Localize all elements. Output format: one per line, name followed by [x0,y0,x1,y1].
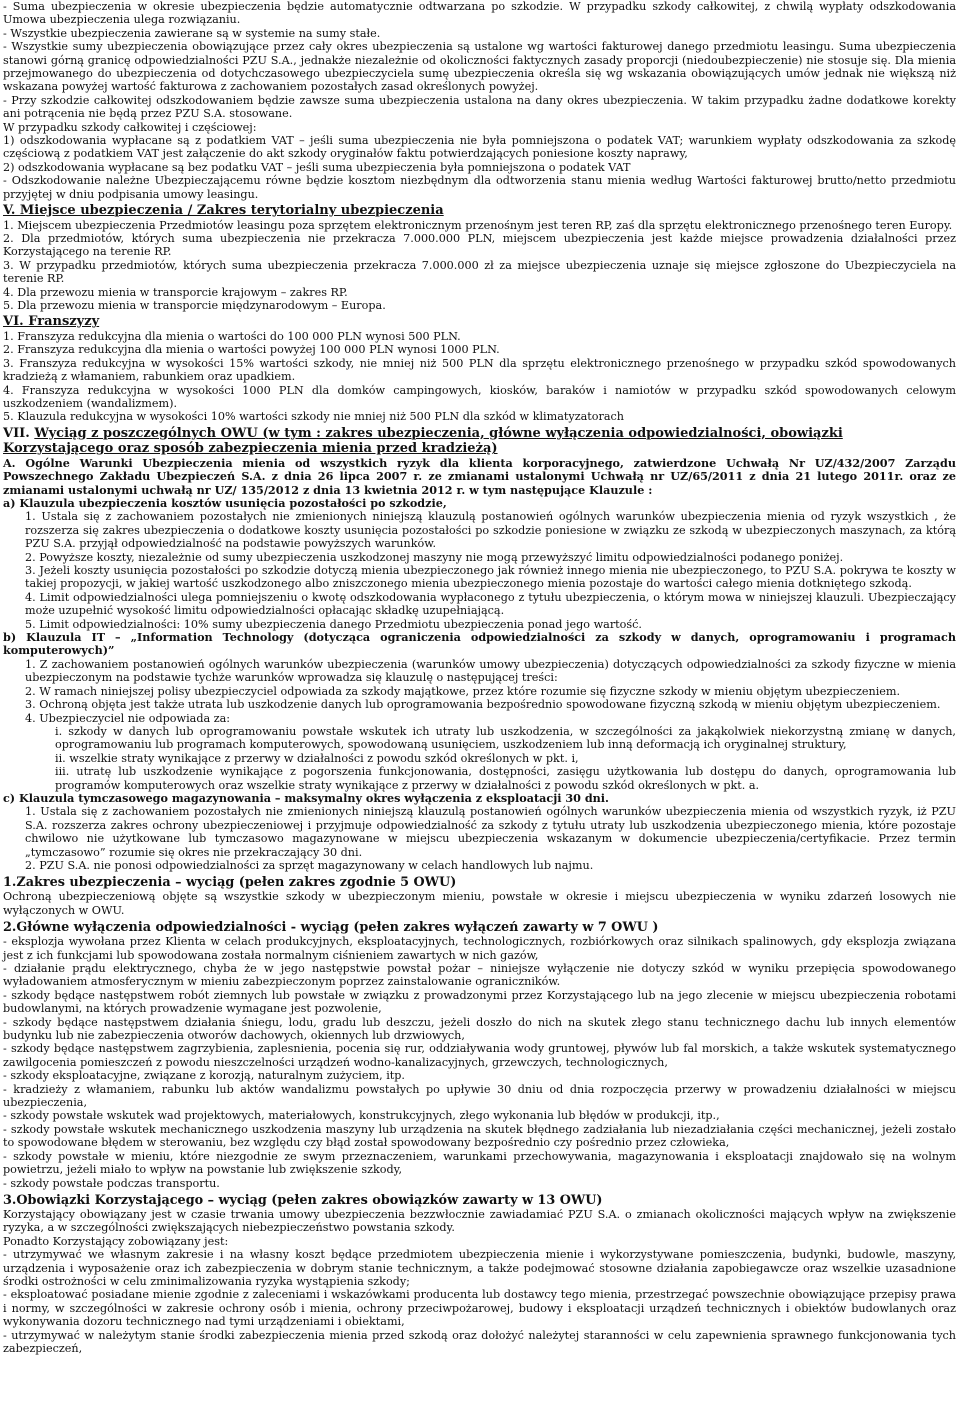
list-item: - szkody powstałe podczas transportu. [3,1176,220,1190]
list-item: - szkody będące następstwem robót ziemnych lub powstałe w związku z prowadzonymi przez Korzystającego lub na jego zlecenie w miejscu ubezpieczenia robotami budowlanymi, na których prowadzenie wymagane jest pozwolenie, [3,988,956,1016]
list-item: 2. Franszyza redukcyjna dla mienia o wartości powyżej 100 000 PLN wynosi 1000 PLN. [3,343,500,357]
paragraph: 1) odszkodowania wypłacane są z podatkiem VAT – jeśli suma ubezpieczenia nie była pomniejszona o podatek VAT; warunkiem wypłaty odszkodowania za szkodę częściową z podatkiem VAT jest załączenie do akt szkody oryginałów faktu potwierdzających poniesione koszty naprawy, [3,134,956,161]
section-heading-vi [3,314,956,330]
list-item: - działanie prądu elektrycznego, chyba że w jego następstwie powstał pożar – niniejsze wyłączenie nie dotyczy szkód w wyniku przepięcia spowodowanego wyładowaniem atmosferycznym w mieniu zabezpieczonym poprzez zainstalowanie ograniczników. [3,962,956,989]
paragraph: W przypadku szkody całkowitej i częściowej: [3,120,257,134]
clause-item: 3. Jeżeli koszty usunięcia pozostałości po szkodzie dotyczą mienia ubezpieczonego jak również innego mienia nie ubezpieczonego, to PZU S.A. pokrywa te koszty w takiej propozycji, w jakiej wartość uszkodzonego albo zniszczonego mienia ubezpieczonego mienia pozostaje do wartości całego mienia dotkniętego szkodą. [25,564,956,591]
section-heading-vi-text: VI. Franszyzy [3,314,100,330]
list-item: - szkody powstałe wskutek mechanicznego uszkodzenia maszyny lub urządzenia na skutek błędnego zadziałania lub niezadziałania części mechanicznej, jeżeli zostało to spowodowane błędem w sterowaniu, bez względu czy błąd został spowodowany bezpośrednio czy pośrednio przez człowieka, [3,1122,956,1150]
list-item: 3. W przypadku przedmiotów, których suma ubezpieczenia przekracza 7.000.000 zł za miejsce ubezpieczenia uznaje się miejsce zgłoszone do Ubezpieczyciela na terenie RP. [3,258,956,286]
list-item: - szkody eksploatacyjne, związane z korozją, naturalnym zużyciem, itp. [3,1069,405,1083]
list-item: - eksploatować posiadane mienie zgodnie z zaleceniami i wskazówkami producenta lub dostawcy tego mienia, przestrzegać powszechnie obowiązujące przepisy prawa i normy, w szczególności w zakresie ochrony osób i mienia, ochrony przeciwpożarowej, budowy i eksploatacji urządzeń technicznych i obiektów budowlanych oraz wykonywania dozoru technicznego nad tymi urządzeniami i obiektami, [3,1288,956,1329]
section-heading-v-text: V. Miejsce ubezpieczenia / Zakres terytorialny ubezpieczenia [3,203,444,219]
clause-subitem: i. szkody w danych lub oprogramowaniu powstałe wskutek ich utraty lub uszkodzenia, w szczególności za jakąkolwiek niekorzystną zmianę w danych, oprogramowaniu lub programach komputerowych, spowodowaną usunięciem, uszkodzeniem lub inną deformacją ich oryginalnej struktury, [55,724,956,752]
section-heading-vii-text: Wyciąg z poszczególnych OWU (w tym : zakres ubezpieczenia, główne wyłączenia odpowiedzialności, obowiązki Korzystającego oraz sposób zabezpieczenia mienia przed kradzieżą) [3,425,843,457]
clause-item: 3. Ochroną objęta jest także utrata lub uszkodzenie danych lub oprogramowania bezpośrednio spowodowane fizyczną szkodą w mieniu objętym ubezpieczeniem. [25,698,941,712]
list-item: 2. Dla przedmiotów, których suma ubezpieczenia nie przekracza 7.000.000 PLN, miejscem ubezpieczenia jest każde miejsce prowadzenia działalności przez Korzystającego na terenie RP. [3,232,956,259]
clause-a-title: a) Klauzula ubezpieczenia kosztów usunięcia pozostałości po szkodzie, [3,496,447,510]
clause-item: 1. Z zachowaniem postanowień ogólnych warunków ubezpieczenia (warunków umowy ubezpieczenia) dotyczących odpowiedzialności za szkody fizyczne w mienia ubezpieczonym na podstawie tychże warunków wprowadza się klauzulę o następującej treści: [25,657,956,685]
paragraph: 2) odszkodowania wypłacane są bez podatku VAT – jeśli suma ubezpieczenia była pomniejszona o podatek VAT [3,160,631,174]
paragraph: - Wszystkie sumy ubezpieczenia obowiązujące przez cały okres ubezpieczenia są ustalone wg wartości fakturowej danego przedmiotu leasingu. Suma ubezpieczenia stanowi górną granicę odpowiedzialności PZU S.A., jednakże niezależnie od okoliczności faktycznych zasady proporcji (niedoubezpieczenie) nie stosuje się. Dla mienia przejmowanego do ubezpieczenia od dotychczasowego ubezpieczyciela sumę ubezpieczenia określa się wg wskazania obowiązujących umów jednak nie większą niż wskazana powyżej wartość fakturowa z zachowaniem pozostałych zasad określonych powyżej. [3,40,956,94]
subsection-heading-scope: 1.Zakres ubezpieczenia – wyciąg (pełen zakres zgodnie 5 OWU) [3,875,457,891]
clause-item: 4. Ubezpieczyciel nie odpowiada za: [25,711,231,725]
list-item: 5. Klauzula redukcyjna w wysokości 10% wartości szkody nie mniej niż 500 PLN dla szkód w klimatyzatorach [3,410,625,424]
list-item: 1. Miejscem ubezpieczenia Przedmiotów leasingu poza sprzętem elektronicznym przenośnym jest teren RP, zaś dla sprzętu elektronicznego przenośnego teren Europy. [3,218,953,232]
clause-item: 2. Powyższe koszty, niezależnie od sumy ubezpieczenia uszkodzonej maszyny nie mogą przewyższyć limitu odpowiedzialności podanego poniżej. [25,550,844,564]
clause-item: 2. W ramach niniejszej polisy ubezpieczyciel odpowiada za szkody majątkowe, przez które rozumie się fizyczne szkody w mieniu objętym ubezpieczeniem. [25,684,901,698]
list-item: - utrzymywać w należytym stanie środki zabezpieczenia mienia przed szkodą oraz dołożyć należytej staranności w celu zapewnienia sprawnego funkcjonowania tych zabezpieczeń, [3,1328,956,1355]
clause-subitem: iii. utratę lub uszkodzenie wynikające z pogorszenia funkcjonowania, dostępności, zasięgu użytkowania lub dostępu do danych, oprogramowania lub programów komputerowych oraz wszelkie straty wynikające z przerwy w działalności z powodu szkód określonych w pkt. a. [55,765,956,792]
list-item: - utrzymywać we własnym zakresie i na własny koszt będące przedmiotem ubezpieczenia mienie i wykorzystywane pomieszczenia, budynki, budowle, maszyny, urządzenia i wyposażenie oraz ich zabezpieczenia w dobrym stanie technicznym, a także podejmować stosowne działania zapobiegawcze oraz wszelkie uzasadnione środki ostrożności w celu zminimalizowania ryzyka wystąpienia szkody; [3,1248,956,1288]
list-item: 1. Franszyza redukcyjna dla mienia o wartości do 100 000 PLN wynosi 500 PLN. [3,329,461,343]
clause-item: 1. Ustala się z zachowaniem pozostałych nie zmienionych niniejszą klauzulą postanowień ogólnych warunków ubezpieczenia mienia od wszystkich ryzyk, iż PZU S.A. rozszerza zakres ochrony ubezpieczeniowej i przyjmuje odpowiedzialność za szkody z tytułu utraty lub uszkodzenia ubezpieczonego mienia, które pozostaje chwilowo nie użytkowane lub tymczasowo magazynowane w miejscu ubezpieczenia wskazanym w dokumencie ubezpieczenia/certyfikacie. Przez termin „tymczasowo” rozumie się okres nie przekraczający 30 dni. [25,805,956,859]
paragraph: - Suma ubezpieczenia w okresie ubezpieczenia będzie automatycznie odtwarzana po szkodzie. W przypadku szkody całkowitej, z chwilą wypłaty odszkodowania Umowa ubezpieczenia ulega rozwiązaniu. [3,0,956,27]
clause-item: 1. Ustala się z zachowaniem pozostałych nie zmienionych niniejszą klauzulą postanowień ogólnych warunków ubezpieczenia mienia od ryzyk wszystkich , że rozszerza się zakres ubezpieczenia o dodatkowe koszty usunięcia pozostałości po szkodzie poniesione w związku ze szkodą w ubezpieczonych maszynach, za którą PZU S.A. przyjął odpowiedzialność na podstawie powyższych warunków. [25,510,956,551]
list-item: - szkody powstałe w mieniu, które niezgodnie ze swym przeznaczeniem, warunkami przechowywania, magazynowania i eksploatacji znajdowało się na wolnym powietrzu, jeżeli miało to wpływ na powstanie lub zwiększenie szkody, [3,1149,956,1177]
list-item: 3. Franszyza redukcyjna w wysokości 15% wartości szkody, nie mniej niż 500 PLN dla sprzętu elektronicznego przenośnego w przypadku szkód spowodowanych kradzieżą z włamaniem, rabunkiem oraz upadkiem. [3,356,956,384]
paragraph: Ponadto Korzystający zobowiązany jest: [3,1234,229,1248]
section-heading-v [3,203,956,219]
paragraph: - Odszkodowanie należne Ubezpieczającemu równe będzie kosztom niezbędnym dla odtworzenia stanu mienia według Wartości fakturowej brutto/netto przedmiotu przyjętej w dniu podpisania umowy leasingu. [3,174,956,201]
clause-item: 4. Limit odpowiedzialności ulega pomniejszeniu o kwotę odszkodowania wypłaconego z tytułu ubezpieczenia, o którym mowa w niniejszej klauzuli. Ubezpieczający może uzupełnić wysokość limitu odpowiedzialności opłacając składkę uzupełniającą. [25,590,956,618]
list-item: - szkody będące następstwem działania śniegu, lodu, gradu lub deszczu, jeżeli doszło do nich na skutek złego stanu technicznego dachu lub innych elementów budynku lub nie zabezpieczenia otworów dachowych, okiennych lub drzwiowych, [3,1015,956,1043]
clause-item: 2. PZU S.A. nie ponosi odpowiedzialności za sprzęt magazynowany w celach handlowych lub najmu. [25,858,594,872]
list-item: 4. Dla przewozu mienia w transporcie krajowym – zakres RP. [3,285,348,299]
list-item: 4. Franszyza redukcyjna w wysokości 1000 PLN dla domków campingowych, kiosków, baraków i namiotów w przypadku szkód spowodowanych celowym uszkodzeniem (wandalizmem). [3,383,956,410]
paragraph: Ochroną ubezpieczeniową objęte są wszystkie szkody w ubezpieczonym mieniu, powstałe w okresie i miejscu ubezpieczenia w wyniku zdarzeń losowych nie wyłączonych w OWU. [3,890,956,917]
list-item: 5. Dla przewozu mienia w transporcie międzynarodowym – Europa. [3,299,386,313]
section-heading-vii-number: VII. [3,425,30,441]
clause-b-title: b) Klauzula IT – „Information Technology (dotycząca ograniczenia odpowiedzialności za szkody w danych, oprogramowaniu i programach komputerowych)” [3,630,956,658]
list-item: - kradzieży z włamaniem, rabunku lub aktów wandalizmu powstałych po upływie 30 dniu od dnia rozpoczęcia przerwy w prowadzeniu działalności w miejscu ubezpieczenia, [3,1082,956,1110]
list-item: - eksplozja wywołana przez Klienta w celach produkcyjnych, eksploatacyjnych, technologicznych, rozbiórkowych oraz silnikach spalinowych, gdy eksplozja związana jest z ich funkcjami lub spowodowana została normalnym ciśnieniem zawartych w nich gazów, [3,935,956,962]
subsection-heading-obligations: 3.Obowiązki Korzystającego – wyciąg (pełen zakres obowiązków zawarty w 13 OWU) [3,1192,603,1208]
paragraph: Korzystający obowiązany jest w czasie trwania umowy ubezpieczenia bezzwłocznie zawiadamiać PZU S.A. o zmianach okoliczności mających wpływ na zwiększenie ryzyka, a w szczególności zwiększających niebezpieczeństwo powstania szkody. [3,1207,956,1235]
section-heading-vii [3,426,956,457]
paragraph: - Przy szkodzie całkowitej odszkodowaniem będzie zawsze suma ubezpieczenia ustalona na dany okres ubezpieczenia. W takim przypadku żadne dodatkowe korekty ani potrącenia nie będą przez PZU S.A. stosowane. [3,93,956,121]
paragraph: - Wszystkie ubezpieczenia zawierane są w systemie na sumy stałe. [3,26,381,40]
clause-subitem: ii. wszelkie straty wynikające z przerwy w działalności z powodu szkód określonych w pkt. i, [55,751,579,765]
subsection-heading-exclusions: 2.Główne wyłączenia odpowiedzialności - wyciąg (pełen zakres wyłączeń zawarty w 7 OWU ) [3,920,659,936]
clause-c-title: c) Klauzula tymczasowego magazynowania – maksymalny okres wyłączenia z eksploatacji 30 dni. [3,790,609,805]
list-item: - szkody powstałe wskutek wad projektowych, materiałowych, konstrukcyjnych, złego wykonania lub błędów w produkcji, itp., [3,1109,720,1123]
clause-item: 5. Limit odpowiedzialności: 10% sumy ubezpieczenia danego Przedmiotu ubezpieczenia ponad jego wartość. [25,617,642,631]
owu-intro: A. Ogólne Warunki Ubezpieczenia mienia od wszystkich ryzyk dla klienta korporacyjnego, zatwierdzone Uchwałą Nr UZ/432/2007 Zarządu Powszechnego Zakładu Ubezpieczeń S.A. z dnia 26 lipca 2007 r. ze zmianami ustalonymi Uchwałą nr UZ/65/2011 z dnia 21 lutego 2011r. oraz ze zmianami ustalonymi uchwałą nr UZ/ 135/2012 z dnia 13 kwietnia 2012 r. w tym następujące Klauzule : [3,455,956,497]
list-item: - szkody będące następstwem zagrzybienia, zaplesnienia, pocenia się rur, oddziaływania wody gruntowej, pływów lub fal morskich, a także wskutek systematycznego zawilgocenia pomieszczeń z powodu nieszczelności urządzeń wodno-kanalizacyjnych, grzewczych, technologicznych, [3,1042,956,1069]
